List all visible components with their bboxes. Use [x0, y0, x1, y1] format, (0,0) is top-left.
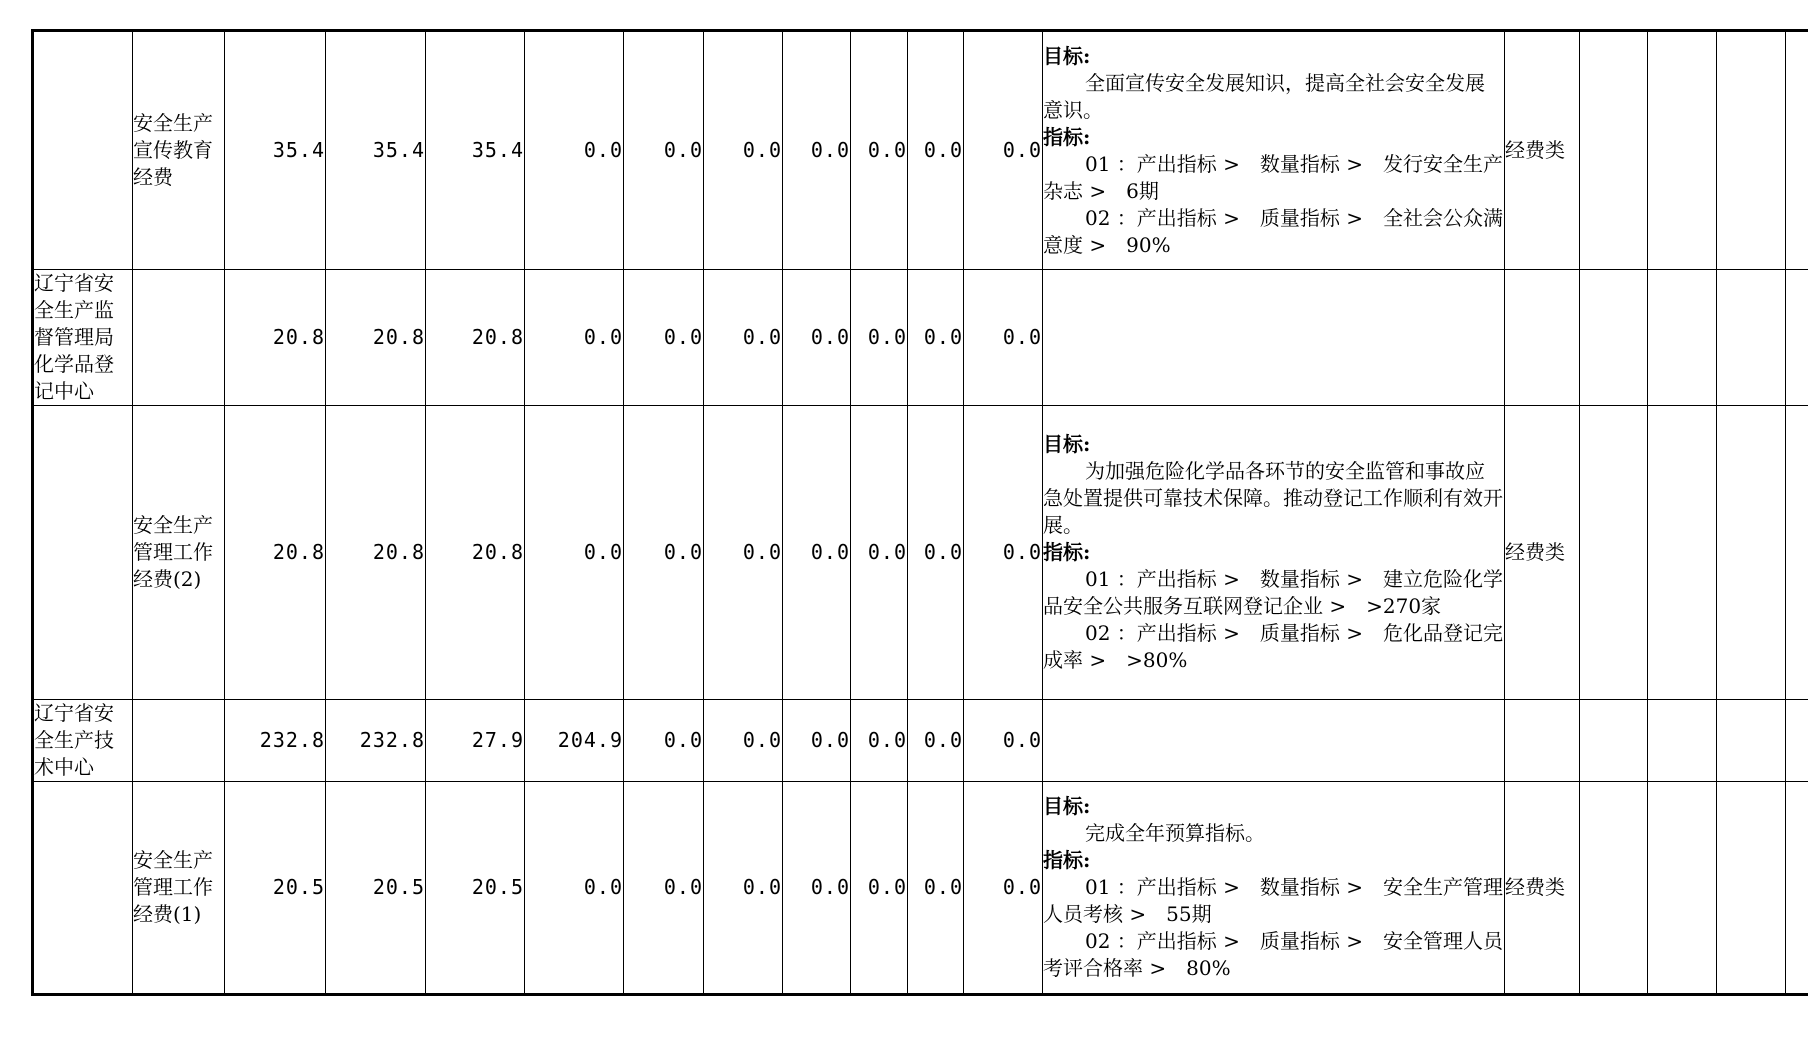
table-row — [33, 31, 1808, 270]
indicator-heading: 指标: — [1043, 540, 1091, 564]
indicator-item: 01 ：产出指标 > 数量指标 > 发行安全生产杂志 > 6期 — [1043, 151, 1504, 203]
indicator-heading: 指标: — [1043, 848, 1091, 872]
amount-cell: 0.0 — [851, 700, 908, 782]
amount-cell: 204.9 — [525, 700, 624, 782]
amount-cell: 35.4 — [225, 31, 326, 270]
empty-cell — [1786, 700, 1808, 782]
goal-cell — [1043, 700, 1505, 782]
amount-cell: 0.0 — [704, 270, 783, 406]
empty-cell — [1786, 782, 1808, 995]
empty-cell — [1717, 270, 1786, 406]
goal-text: 全面宣传安全发展知识，提高全社会安全发展意识。 — [1043, 70, 1485, 122]
empty-cell — [1648, 700, 1717, 782]
empty-cell — [1580, 782, 1648, 995]
indicator-heading: 指标: — [1043, 124, 1091, 149]
amount-cell: 27.9 — [426, 700, 525, 782]
empty-cell — [1717, 31, 1786, 270]
category-cell: 经费类 — [1505, 31, 1580, 270]
amount-cell: 0.0 — [851, 406, 908, 700]
amount-cell: 0.0 — [525, 782, 624, 995]
amount-cell: 0.0 — [964, 270, 1043, 406]
empty-cell — [1786, 270, 1808, 406]
amount-cell: 35.4 — [426, 31, 525, 270]
empty-cell — [1580, 406, 1648, 700]
goal-heading: 目标: — [1043, 432, 1091, 456]
amount-cell: 0.0 — [624, 782, 704, 995]
project-cell: 安全生产宣传教育经费 — [133, 31, 225, 270]
category-cell — [1505, 270, 1580, 406]
indicator-item: 01 ：产出指标 > 数量指标 > 安全生产管理人员考核 > 55期 — [1043, 875, 1504, 926]
unit-cell — [33, 782, 133, 995]
project-cell: 安全生产管理工作经费(1) — [133, 782, 225, 995]
amount-cell: 0.0 — [783, 700, 851, 782]
amount-cell: 232.8 — [326, 700, 426, 782]
unit-cell — [33, 406, 133, 700]
amount-cell: 20.8 — [225, 406, 326, 700]
amount-cell: 20.5 — [326, 782, 426, 995]
category-cell: 经费类 — [1505, 406, 1580, 700]
amount-cell: 20.8 — [225, 270, 326, 406]
empty-cell — [1580, 270, 1648, 406]
amount-cell: 0.0 — [851, 270, 908, 406]
amount-cell: 0.0 — [964, 700, 1043, 782]
amount-cell: 0.0 — [783, 270, 851, 406]
empty-cell — [1580, 700, 1648, 782]
goal-cell — [1043, 270, 1505, 406]
amount-cell: 0.0 — [964, 31, 1043, 270]
amount-cell: 0.0 — [624, 270, 704, 406]
amount-cell: 0.0 — [704, 31, 783, 270]
project-cell — [133, 270, 225, 406]
amount-cell: 0.0 — [964, 406, 1043, 700]
amount-cell: 0.0 — [908, 270, 964, 406]
empty-cell — [1717, 700, 1786, 782]
category-cell — [1505, 700, 1580, 782]
indicator-item: 02 ：产出指标 > 质量指标 > 全社会公众满意度 > 90% — [1043, 205, 1504, 257]
empty-cell — [1717, 406, 1786, 700]
amount-cell: 0.0 — [525, 270, 624, 406]
unit-cell — [33, 31, 133, 270]
empty-cell — [1786, 406, 1808, 700]
amount-cell: 0.0 — [851, 782, 908, 995]
amount-cell: 0.0 — [851, 31, 908, 270]
amount-cell: 0.0 — [908, 782, 964, 995]
empty-cell — [1786, 31, 1808, 270]
amount-cell: 0.0 — [908, 31, 964, 270]
goal-text: 为加强危险化学品各环节的安全监管和事故应急处置提供可靠技术保障。推动登记工作顺利有效开展。 — [1043, 459, 1503, 537]
indicator-item: 01 ：产出指标 > 数量指标 > 建立危险化学品安全公共服务互联网登记企业 > >270家 — [1043, 567, 1504, 618]
goal-heading: 目标: — [1043, 794, 1091, 818]
amount-cell: 0.0 — [624, 700, 704, 782]
table-row — [33, 270, 1808, 406]
amount-cell: 232.8 — [225, 700, 326, 782]
unit-cell: 辽宁省安全生产技术中心 — [33, 700, 133, 782]
empty-cell — [1717, 782, 1786, 995]
amount-cell: 0.0 — [783, 31, 851, 270]
goal-cell — [1043, 31, 1505, 270]
project-cell — [133, 700, 225, 782]
empty-cell — [1648, 270, 1717, 406]
empty-cell — [1648, 782, 1717, 995]
amount-cell: 0.0 — [704, 782, 783, 995]
amount-cell: 0.0 — [908, 406, 964, 700]
amount-cell: 0.0 — [704, 700, 783, 782]
goal-text: 完成全年预算指标。 — [1085, 821, 1265, 845]
goal-cell — [1043, 406, 1505, 700]
indicator-item: 02 ：产出指标 > 质量指标 > 危化品登记完成率 > >80% — [1043, 621, 1504, 672]
table-row — [33, 700, 1808, 782]
goal-cell — [1043, 782, 1505, 995]
amount-cell: 0.0 — [783, 782, 851, 995]
amount-cell: 0.0 — [624, 31, 704, 270]
amount-cell: 20.5 — [225, 782, 326, 995]
project-cell: 安全生产管理工作经费(2) — [133, 406, 225, 700]
goal-heading: 目标: — [1043, 43, 1091, 68]
budget-table — [31, 29, 1808, 996]
amount-cell: 0.0 — [525, 31, 624, 270]
amount-cell: 0.0 — [525, 406, 624, 700]
unit-cell: 辽宁省安全生产监督管理局化学品登记中心 — [33, 270, 133, 406]
amount-cell: 20.8 — [326, 406, 426, 700]
empty-cell — [1580, 31, 1648, 270]
amount-cell: 0.0 — [783, 406, 851, 700]
amount-cell: 35.4 — [326, 31, 426, 270]
amount-cell: 0.0 — [964, 782, 1043, 995]
empty-cell — [1648, 31, 1717, 270]
category-cell: 经费类 — [1505, 782, 1580, 995]
amount-cell: 0.0 — [624, 406, 704, 700]
amount-cell: 0.0 — [704, 406, 783, 700]
amount-cell: 20.8 — [426, 270, 525, 406]
indicator-item: 02 ：产出指标 > 质量指标 > 安全管理人员考评合格率 > 80% — [1043, 929, 1504, 980]
table-row — [33, 782, 1808, 995]
amount-cell: 20.8 — [326, 270, 426, 406]
amount-cell: 20.8 — [426, 406, 525, 700]
table-row — [33, 406, 1808, 700]
empty-cell — [1648, 406, 1717, 700]
amount-cell: 0.0 — [908, 700, 964, 782]
amount-cell: 20.5 — [426, 782, 525, 995]
